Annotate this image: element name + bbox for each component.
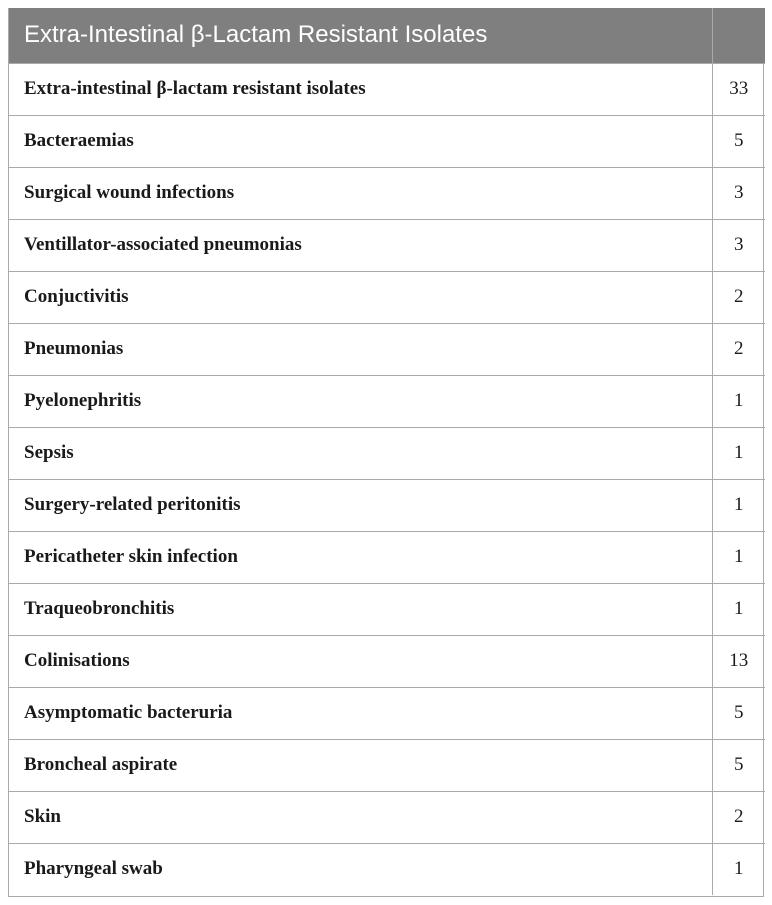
row-value: 1	[712, 843, 765, 895]
row-label: Traqueobronchitis	[9, 583, 712, 635]
row-value: 2	[712, 791, 765, 843]
table-row	[9, 635, 765, 687]
row-label: Bacteraemias	[9, 115, 712, 167]
row-label: Pneumonias	[9, 323, 712, 375]
row-label: Surgery-related peritonitis	[9, 479, 712, 531]
row-label: Skin	[9, 791, 712, 843]
table-row	[9, 323, 765, 375]
table-row	[9, 843, 765, 895]
row-value: 1	[712, 531, 765, 583]
row-label: Pericatheter skin infection	[9, 531, 712, 583]
isolates-table	[9, 8, 765, 895]
row-label: Ventillator-associated pneumonias	[9, 219, 712, 271]
table-row	[9, 479, 765, 531]
table-row	[9, 427, 765, 479]
isolates-table-container	[8, 8, 764, 897]
row-value: 5	[712, 739, 765, 791]
table-row	[9, 791, 765, 843]
row-label: Pharyngeal swab	[9, 843, 712, 895]
table-header-row	[9, 8, 765, 63]
row-value: 5	[712, 687, 765, 739]
table-row	[9, 583, 765, 635]
table-row	[9, 115, 765, 167]
row-label: Pyelonephritis	[9, 375, 712, 427]
table-row	[9, 167, 765, 219]
row-value: 3	[712, 167, 765, 219]
row-value: 33	[712, 63, 765, 115]
table-row	[9, 739, 765, 791]
row-value: 2	[712, 271, 765, 323]
table-body	[9, 63, 765, 895]
table-row	[9, 63, 765, 115]
table-row	[9, 219, 765, 271]
row-label: Extra-intestinal β-lactam resistant isolates	[9, 63, 712, 115]
row-value: 1	[712, 583, 765, 635]
row-value: 3	[712, 219, 765, 271]
table-title-header: Extra-Intestinal β-Lactam Resistant Isolates	[9, 8, 712, 63]
table-row	[9, 375, 765, 427]
table-row	[9, 531, 765, 583]
row-value: 1	[712, 375, 765, 427]
row-label: Asymptomatic bacteruria	[9, 687, 712, 739]
row-label: Surgical wound infections	[9, 167, 712, 219]
row-value: 1	[712, 479, 765, 531]
row-label: Sepsis	[9, 427, 712, 479]
row-value: 1	[712, 427, 765, 479]
row-value: 5	[712, 115, 765, 167]
row-value: 13	[712, 635, 765, 687]
row-label: Conjuctivitis	[9, 271, 712, 323]
table-row	[9, 687, 765, 739]
row-label: Broncheal aspirate	[9, 739, 712, 791]
value-column-header	[712, 8, 765, 63]
row-label: Colinisations	[9, 635, 712, 687]
table-row	[9, 271, 765, 323]
row-value: 2	[712, 323, 765, 375]
